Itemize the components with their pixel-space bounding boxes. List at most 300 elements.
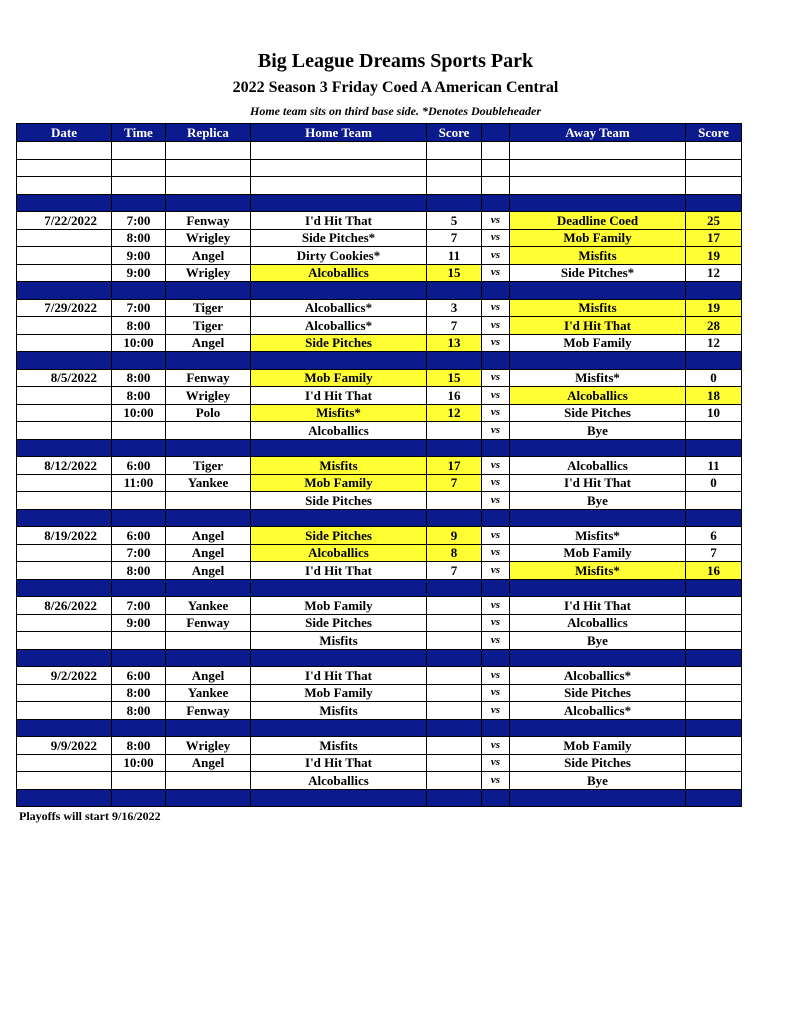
- game-row: [17, 299, 742, 317]
- separator-cell: [166, 789, 251, 807]
- away-team-cell: Alcoballics: [510, 614, 686, 632]
- away-score-cell: [686, 702, 742, 720]
- date-cell: 8/19/2022: [17, 527, 112, 545]
- home-team-cell: I'd Hit That: [251, 667, 427, 685]
- week-separator: [17, 352, 742, 370]
- vs-cell: vs: [482, 702, 510, 720]
- away-team-cell: Misfits*: [510, 527, 686, 545]
- away-score-cell: [686, 492, 742, 510]
- home-score-cell: 7: [427, 317, 482, 335]
- away-score-cell: 10: [686, 404, 742, 422]
- home-score-cell: [427, 754, 482, 772]
- vs-cell: vs: [482, 229, 510, 247]
- blank-cell: [686, 177, 742, 195]
- date-cell: [17, 229, 112, 247]
- date-cell: [17, 702, 112, 720]
- replica-cell: Fenway: [166, 212, 251, 230]
- date-cell: [17, 754, 112, 772]
- blank-cell: [686, 159, 742, 177]
- col-date: Date: [17, 124, 112, 142]
- away-team-cell: Alcoballics*: [510, 667, 686, 685]
- separator-cell: [251, 352, 427, 370]
- home-score-cell: [427, 684, 482, 702]
- away-team-cell: Bye: [510, 772, 686, 790]
- replica-cell: Tiger: [166, 317, 251, 335]
- vs-cell: vs: [482, 404, 510, 422]
- separator-cell: [166, 352, 251, 370]
- game-row: [17, 229, 742, 247]
- time-cell: 7:00: [112, 544, 166, 562]
- away-team-cell: Misfits*: [510, 562, 686, 580]
- home-team-cell: Alcoballics: [251, 264, 427, 282]
- home-score-cell: [427, 737, 482, 755]
- replica-cell: Fenway: [166, 702, 251, 720]
- separator-cell: [510, 649, 686, 667]
- away-score-cell: 6: [686, 527, 742, 545]
- away-team-cell: Bye: [510, 492, 686, 510]
- separator-cell: [482, 194, 510, 212]
- blank-cell: [427, 142, 482, 160]
- away-score-cell: 0: [686, 369, 742, 387]
- home-score-cell: [427, 667, 482, 685]
- home-team-cell: Side Pitches: [251, 614, 427, 632]
- separator-cell: [427, 439, 482, 457]
- separator-cell: [166, 439, 251, 457]
- vs-cell: vs: [482, 264, 510, 282]
- vs-cell: vs: [482, 492, 510, 510]
- replica-cell: Wrigley: [166, 229, 251, 247]
- time-cell: [112, 772, 166, 790]
- separator-cell: [112, 439, 166, 457]
- time-cell: [112, 492, 166, 510]
- separator-cell: [686, 509, 742, 527]
- game-row: [17, 684, 742, 702]
- date-cell: 9/9/2022: [17, 737, 112, 755]
- time-cell: 8:00: [112, 684, 166, 702]
- vs-cell: vs: [482, 317, 510, 335]
- week-separator: [17, 194, 742, 212]
- date-cell: [17, 544, 112, 562]
- separator-cell: [510, 719, 686, 737]
- vs-cell: vs: [482, 684, 510, 702]
- blank-cell: [510, 159, 686, 177]
- col-replica: Replica: [166, 124, 251, 142]
- week-separator: [17, 282, 742, 300]
- vs-cell: vs: [482, 562, 510, 580]
- replica-cell: Fenway: [166, 614, 251, 632]
- away-score-cell: 28: [686, 317, 742, 335]
- home-team-cell: Misfits: [251, 702, 427, 720]
- time-cell: 8:00: [112, 562, 166, 580]
- away-score-cell: 18: [686, 387, 742, 405]
- replica-cell: Fenway: [166, 369, 251, 387]
- game-row: [17, 754, 742, 772]
- away-score-cell: 16: [686, 562, 742, 580]
- home-team-cell: Alcoballics: [251, 422, 427, 440]
- replica-cell: Wrigley: [166, 737, 251, 755]
- separator-cell: [251, 789, 427, 807]
- home-team-cell: Mob Family: [251, 597, 427, 615]
- home-team-cell: Misfits*: [251, 404, 427, 422]
- col-away-score: Score: [686, 124, 742, 142]
- vs-cell: vs: [482, 544, 510, 562]
- separator-cell: [510, 439, 686, 457]
- blank-cell: [112, 142, 166, 160]
- week-separator: [17, 579, 742, 597]
- separator-cell: [482, 352, 510, 370]
- playoffs-note: Playoffs will start 9/16/2022: [19, 809, 161, 823]
- blank-row: [17, 159, 742, 177]
- time-cell: [112, 422, 166, 440]
- home-score-cell: 7: [427, 229, 482, 247]
- separator-cell: [427, 352, 482, 370]
- away-team-cell: Alcoballics: [510, 457, 686, 475]
- away-score-cell: 19: [686, 299, 742, 317]
- col-time: Time: [112, 124, 166, 142]
- date-cell: [17, 614, 112, 632]
- col-away-team: Away Team: [510, 124, 686, 142]
- game-row: [17, 334, 742, 352]
- separator-cell: [166, 719, 251, 737]
- separator-cell: [251, 649, 427, 667]
- separator-cell: [686, 439, 742, 457]
- away-score-cell: [686, 597, 742, 615]
- week-separator: [17, 439, 742, 457]
- blank-cell: [166, 142, 251, 160]
- game-row: [17, 317, 742, 335]
- replica-cell: Yankee: [166, 684, 251, 702]
- game-row: [17, 212, 742, 230]
- separator-cell: [17, 194, 112, 212]
- vs-cell: vs: [482, 754, 510, 772]
- separator-cell: [510, 509, 686, 527]
- page-title: Big League Dreams Sports Park: [257, 50, 534, 72]
- home-score-cell: 8: [427, 544, 482, 562]
- date-cell: [17, 404, 112, 422]
- blank-cell: [510, 177, 686, 195]
- home-score-cell: 15: [427, 264, 482, 282]
- home-score-cell: 3: [427, 299, 482, 317]
- replica-cell: Wrigley: [166, 264, 251, 282]
- col-home-team: Home Team: [251, 124, 427, 142]
- separator-cell: [166, 282, 251, 300]
- vs-cell: vs: [482, 737, 510, 755]
- time-cell: 10:00: [112, 754, 166, 772]
- game-row: [17, 247, 742, 265]
- away-score-cell: [686, 614, 742, 632]
- game-row: [17, 492, 742, 510]
- home-team-cell: Side Pitches: [251, 334, 427, 352]
- home-team-cell: Alcoballics: [251, 544, 427, 562]
- away-score-cell: 11: [686, 457, 742, 475]
- game-row: [17, 544, 742, 562]
- home-score-cell: [427, 422, 482, 440]
- home-score-cell: 5: [427, 212, 482, 230]
- home-score-cell: 15: [427, 369, 482, 387]
- away-team-cell: I'd Hit That: [510, 597, 686, 615]
- game-row: [17, 562, 742, 580]
- time-cell: 8:00: [112, 387, 166, 405]
- date-cell: [17, 562, 112, 580]
- away-score-cell: [686, 737, 742, 755]
- date-cell: [17, 474, 112, 492]
- separator-cell: [17, 439, 112, 457]
- separator-cell: [482, 579, 510, 597]
- game-row: [17, 667, 742, 685]
- replica-cell: Tiger: [166, 457, 251, 475]
- home-score-cell: [427, 597, 482, 615]
- game-row: [17, 632, 742, 650]
- home-team-cell: Side Pitches*: [251, 229, 427, 247]
- blank-cell: [482, 177, 510, 195]
- separator-cell: [17, 649, 112, 667]
- time-cell: 10:00: [112, 404, 166, 422]
- replica-cell: Tiger: [166, 299, 251, 317]
- vs-cell: vs: [482, 247, 510, 265]
- time-cell: 7:00: [112, 597, 166, 615]
- vs-cell: vs: [482, 667, 510, 685]
- away-team-cell: Side Pitches: [510, 684, 686, 702]
- replica-cell: Yankee: [166, 474, 251, 492]
- page-subtitle: 2022 Season 3 Friday Coed A American Central: [232, 79, 559, 96]
- replica-cell: Angel: [166, 247, 251, 265]
- away-team-cell: Bye: [510, 422, 686, 440]
- separator-cell: [482, 439, 510, 457]
- game-row: [17, 422, 742, 440]
- home-team-cell: I'd Hit That: [251, 387, 427, 405]
- date-cell: [17, 772, 112, 790]
- time-cell: 6:00: [112, 667, 166, 685]
- blank-cell: [112, 177, 166, 195]
- game-row: [17, 457, 742, 475]
- away-team-cell: Misfits: [510, 299, 686, 317]
- time-cell: 7:00: [112, 212, 166, 230]
- game-row: [17, 772, 742, 790]
- date-cell: [17, 317, 112, 335]
- separator-cell: [686, 579, 742, 597]
- separator-cell: [686, 719, 742, 737]
- home-team-cell: Alcoballics*: [251, 317, 427, 335]
- date-cell: [17, 387, 112, 405]
- home-score-cell: 13: [427, 334, 482, 352]
- away-score-cell: 12: [686, 334, 742, 352]
- separator-cell: [112, 649, 166, 667]
- date-cell: [17, 492, 112, 510]
- replica-cell: Polo: [166, 404, 251, 422]
- home-team-cell: I'd Hit That: [251, 754, 427, 772]
- away-team-cell: Side Pitches*: [510, 264, 686, 282]
- home-team-cell: Misfits: [251, 737, 427, 755]
- game-row: [17, 387, 742, 405]
- away-team-cell: Side Pitches: [510, 754, 686, 772]
- replica-cell: Angel: [166, 562, 251, 580]
- game-row: [17, 702, 742, 720]
- separator-cell: [686, 282, 742, 300]
- blank-cell: [166, 159, 251, 177]
- date-cell: [17, 684, 112, 702]
- separator-cell: [510, 352, 686, 370]
- separator-cell: [112, 352, 166, 370]
- blank-cell: [482, 142, 510, 160]
- time-cell: 9:00: [112, 614, 166, 632]
- game-row: [17, 614, 742, 632]
- away-team-cell: Mob Family: [510, 737, 686, 755]
- blank-cell: [17, 177, 112, 195]
- date-cell: 9/2/2022: [17, 667, 112, 685]
- game-row: [17, 474, 742, 492]
- time-cell: [112, 632, 166, 650]
- separator-cell: [686, 194, 742, 212]
- vs-cell: vs: [482, 597, 510, 615]
- week-separator: [17, 509, 742, 527]
- away-score-cell: [686, 754, 742, 772]
- time-cell: 7:00: [112, 299, 166, 317]
- separator-cell: [166, 649, 251, 667]
- separator-cell: [686, 649, 742, 667]
- blank-cell: [427, 159, 482, 177]
- separator-cell: [112, 579, 166, 597]
- away-team-cell: Misfits*: [510, 369, 686, 387]
- away-score-cell: [686, 422, 742, 440]
- separator-cell: [427, 789, 482, 807]
- col-vs: [482, 124, 510, 142]
- vs-cell: vs: [482, 457, 510, 475]
- replica-cell: Angel: [166, 544, 251, 562]
- home-team-cell: I'd Hit That: [251, 562, 427, 580]
- separator-cell: [17, 789, 112, 807]
- away-score-cell: 0: [686, 474, 742, 492]
- home-team-cell: Alcoballics: [251, 772, 427, 790]
- away-score-cell: [686, 772, 742, 790]
- replica-cell: [166, 422, 251, 440]
- away-team-cell: Mob Family: [510, 544, 686, 562]
- away-score-cell: [686, 684, 742, 702]
- replica-cell: Yankee: [166, 597, 251, 615]
- replica-cell: Angel: [166, 667, 251, 685]
- away-team-cell: Bye: [510, 632, 686, 650]
- away-score-cell: 12: [686, 264, 742, 282]
- separator-cell: [251, 439, 427, 457]
- vs-cell: vs: [482, 387, 510, 405]
- vs-cell: vs: [482, 772, 510, 790]
- time-cell: 9:00: [112, 247, 166, 265]
- home-team-cell: Mob Family: [251, 684, 427, 702]
- blank-cell: [166, 177, 251, 195]
- home-score-cell: [427, 492, 482, 510]
- blank-cell: [482, 159, 510, 177]
- separator-cell: [510, 579, 686, 597]
- separator-cell: [112, 719, 166, 737]
- time-cell: 8:00: [112, 737, 166, 755]
- separator-cell: [17, 719, 112, 737]
- blank-cell: [112, 159, 166, 177]
- vs-cell: vs: [482, 527, 510, 545]
- home-score-cell: 11: [427, 247, 482, 265]
- vs-cell: vs: [482, 614, 510, 632]
- separator-cell: [112, 789, 166, 807]
- blank-row: [17, 177, 742, 195]
- separator-cell: [251, 719, 427, 737]
- away-score-cell: 19: [686, 247, 742, 265]
- date-cell: [17, 247, 112, 265]
- blank-cell: [510, 142, 686, 160]
- separator-cell: [427, 509, 482, 527]
- week-separator: [17, 719, 742, 737]
- away-team-cell: Misfits: [510, 247, 686, 265]
- separator-cell: [112, 509, 166, 527]
- col-home-score: Score: [427, 124, 482, 142]
- time-cell: 9:00: [112, 264, 166, 282]
- game-row: [17, 597, 742, 615]
- home-score-cell: [427, 632, 482, 650]
- game-row: [17, 369, 742, 387]
- home-team-cell: Dirty Cookies*: [251, 247, 427, 265]
- home-score-cell: 7: [427, 562, 482, 580]
- date-cell: [17, 422, 112, 440]
- vs-cell: vs: [482, 369, 510, 387]
- time-cell: 8:00: [112, 702, 166, 720]
- separator-cell: [482, 719, 510, 737]
- separator-cell: [482, 509, 510, 527]
- time-cell: 6:00: [112, 527, 166, 545]
- week-separator: [17, 649, 742, 667]
- replica-cell: [166, 772, 251, 790]
- home-team-cell: Side Pitches: [251, 527, 427, 545]
- separator-cell: [510, 789, 686, 807]
- date-cell: 8/5/2022: [17, 369, 112, 387]
- away-team-cell: Alcoballics: [510, 387, 686, 405]
- vs-cell: vs: [482, 474, 510, 492]
- away-team-cell: Mob Family: [510, 229, 686, 247]
- blank-cell: [17, 159, 112, 177]
- separator-cell: [112, 194, 166, 212]
- home-score-cell: [427, 614, 482, 632]
- vs-cell: vs: [482, 334, 510, 352]
- separator-cell: [482, 282, 510, 300]
- date-cell: 8/26/2022: [17, 597, 112, 615]
- away-score-cell: [686, 667, 742, 685]
- home-team-cell: Misfits: [251, 457, 427, 475]
- separator-cell: [510, 282, 686, 300]
- separator-cell: [427, 649, 482, 667]
- separator-cell: [112, 282, 166, 300]
- week-separator: [17, 789, 742, 807]
- separator-cell: [427, 194, 482, 212]
- vs-cell: vs: [482, 632, 510, 650]
- time-cell: 6:00: [112, 457, 166, 475]
- replica-cell: Angel: [166, 527, 251, 545]
- away-score-cell: [686, 632, 742, 650]
- replica-cell: [166, 632, 251, 650]
- header-row: [17, 124, 742, 142]
- time-cell: 8:00: [112, 369, 166, 387]
- separator-cell: [17, 282, 112, 300]
- date-cell: 7/29/2022: [17, 299, 112, 317]
- home-score-cell: 17: [427, 457, 482, 475]
- separator-cell: [686, 789, 742, 807]
- away-team-cell: Deadline Coed: [510, 212, 686, 230]
- away-team-cell: I'd Hit That: [510, 317, 686, 335]
- time-cell: 8:00: [112, 317, 166, 335]
- replica-cell: Angel: [166, 334, 251, 352]
- separator-cell: [166, 579, 251, 597]
- time-cell: 8:00: [112, 229, 166, 247]
- home-score-cell: 16: [427, 387, 482, 405]
- separator-cell: [482, 789, 510, 807]
- home-score-cell: 12: [427, 404, 482, 422]
- schedule-table: [16, 123, 742, 807]
- blank-cell: [686, 142, 742, 160]
